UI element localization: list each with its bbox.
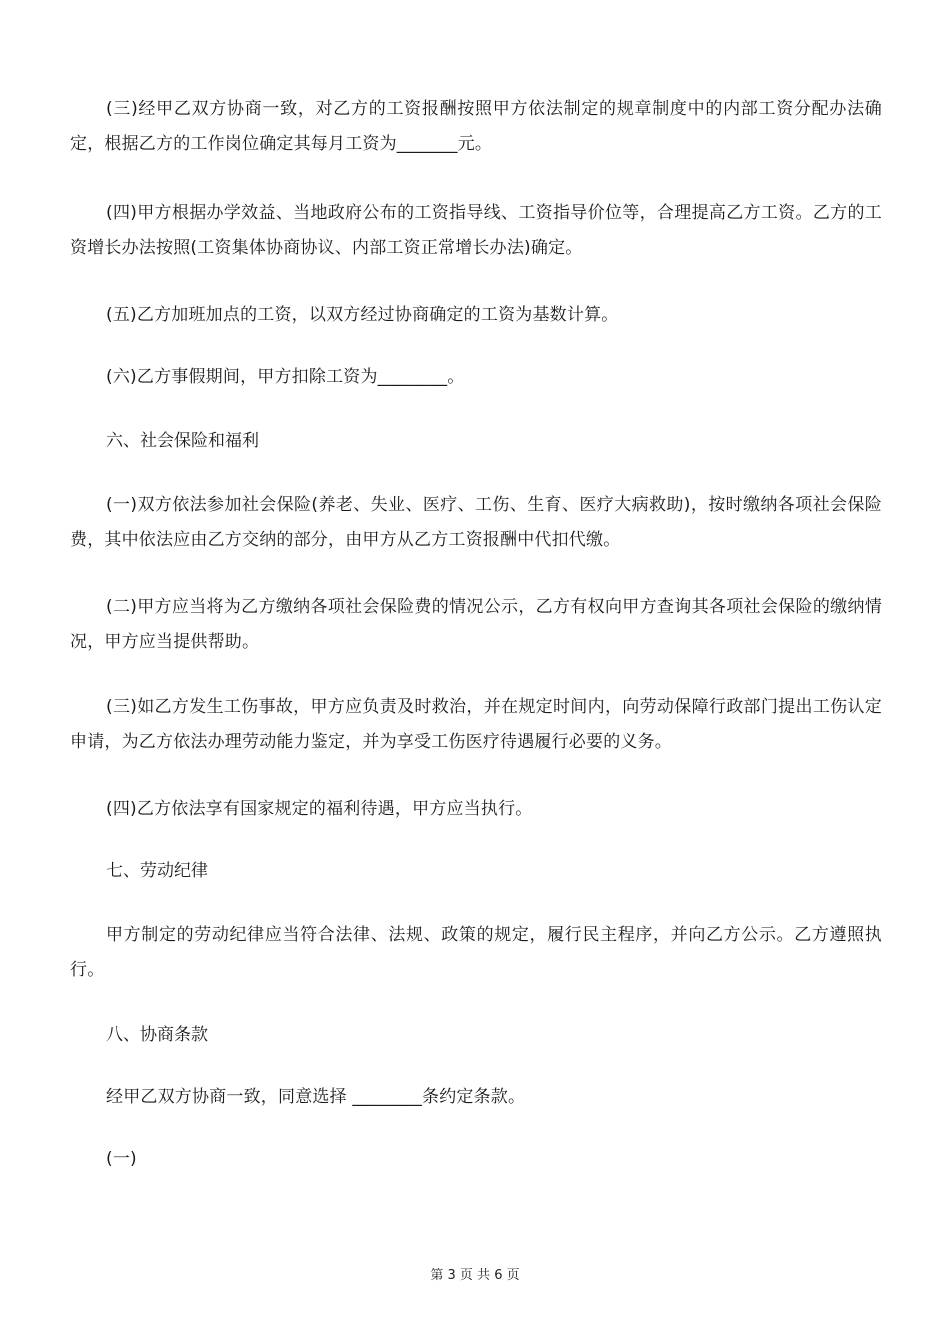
clause-4-salary-increase: (四)甲方根据办学效益、当地政府公布的工资指导线、工资指导价位等，合理提高乙方工资。乙方的工资增长办法按照(工资集体协商协议、内部工资正常增长办法)确定。 <box>70 203 882 258</box>
page-footer: 第 3 页 共 6 页 <box>430 1268 520 1283</box>
labor-discipline-text: 甲方制定的劳动纪律应当符合法律、法规、政策的规定，履行民主程序，并向乙方公示。乙方遵照执行。 <box>70 925 882 980</box>
section-heading-labor-discipline: 七、劳动纪律 <box>106 861 208 881</box>
section-heading-social-insurance: 六、社会保险和福利 <box>106 431 259 451</box>
clause-3-salary: (三)经甲乙双方协商一致，对乙方的工资报酬按照甲方依法制定的规章制度中的内部工资分配办法确定，根据乙方的工作岗位确定其每月工资为_______元。 <box>70 99 882 154</box>
clause-4-welfare: (四)乙方依法享有国家规定的福利待遇，甲方应当执行。 <box>106 799 533 819</box>
clause-1-social-insurance: (一)双方依法参加社会保险(养老、失业、医疗、工伤、生育、医疗大病救助)，按时缴纳各项社会保险费，其中依法应由乙方交纳的部分，由甲方从乙方工资报酬中代扣代缴。 <box>70 495 882 550</box>
clause-3-work-injury: (三)如乙方发生工伤事故，甲方应负责及时救治，并在规定时间内，向劳动保障行政部门提出工伤认定申请，为乙方依法办理劳动能力鉴定，并为享受工伤医疗待遇履行必要的义务。 <box>70 697 882 752</box>
clause-1-placeholder: (一) <box>106 1149 137 1169</box>
clause-6-leave-deduction: (六)乙方事假期间，甲方扣除工资为________。 <box>106 367 465 387</box>
section-heading-negotiated-terms: 八、协商条款 <box>106 1025 208 1045</box>
clause-2-insurance-disclosure: (二)甲方应当将为乙方缴纳各项社会保险费的情况公示，乙方有权向甲方查询其各项社会保险的缴纳情况，甲方应当提供帮助。 <box>70 597 882 652</box>
negotiated-terms-text: 经甲乙双方协商一致，同意选择 ________条约定条款。 <box>106 1087 526 1107</box>
clause-5-overtime: (五)乙方加班加点的工资，以双方经过协商确定的工资为基数计算。 <box>106 305 619 325</box>
